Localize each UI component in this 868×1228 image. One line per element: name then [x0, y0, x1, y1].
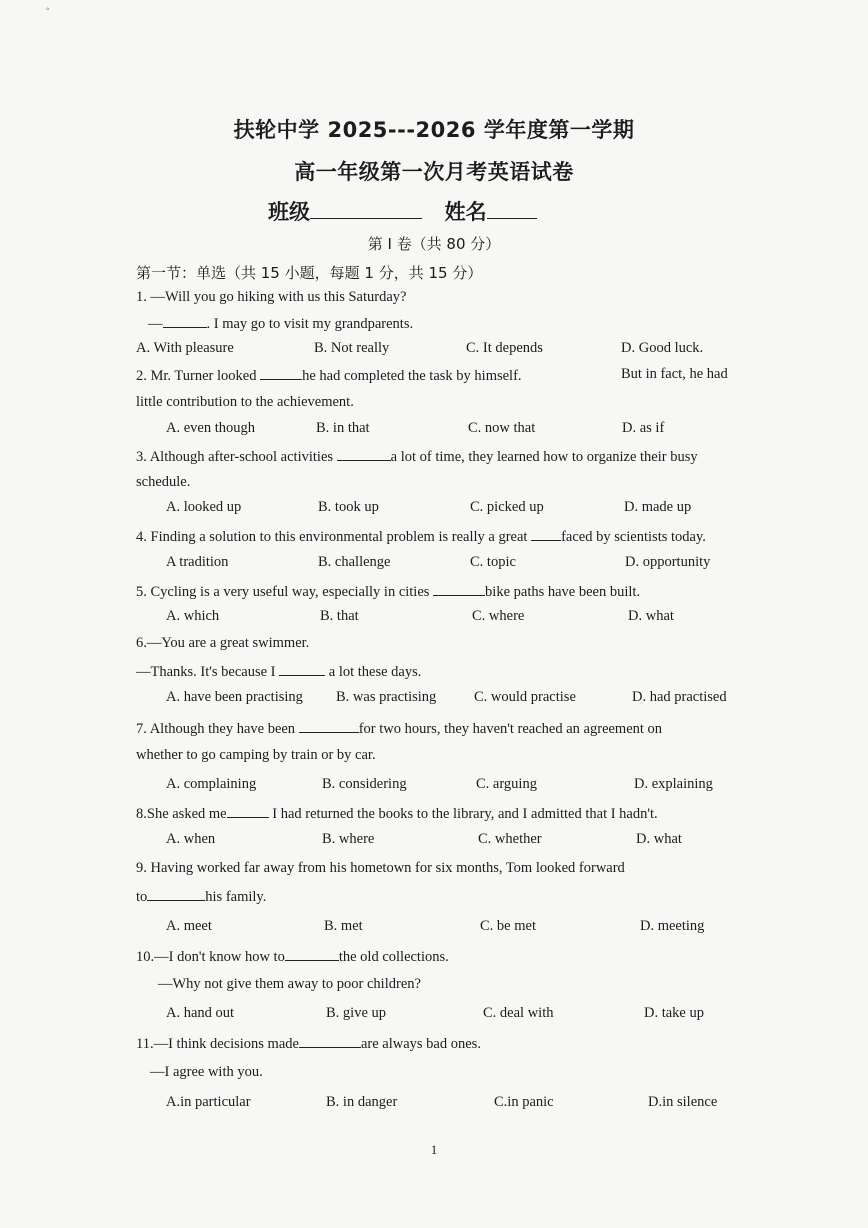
option-11b: B. in danger — [326, 1094, 398, 1110]
answer-blank — [279, 661, 325, 676]
option-10a: A. hand out — [166, 1005, 235, 1021]
class-label: 班级 — [268, 200, 310, 224]
answer-blank — [147, 886, 205, 901]
question-3-stem: 3. Although after-school activities a lot of time, they learned how to organize their busy — [136, 446, 698, 466]
option-8b: B. where — [322, 831, 375, 847]
section-heading: 第一节：单选（共 15 小题，每题 1 分，共 15 分） — [136, 264, 483, 282]
option-1c: C. It depends — [466, 340, 543, 356]
option-10c: C. deal with — [483, 1005, 554, 1021]
answer-blank — [227, 803, 269, 818]
option-9a: A. meet — [166, 918, 212, 934]
option-7d: D. explaining — [634, 776, 713, 792]
name-blank[interactable] — [487, 200, 537, 219]
option-8a: A. when — [166, 831, 216, 847]
answer-blank — [299, 718, 359, 733]
option-2c: C. now that — [468, 420, 536, 436]
name-label: 姓名 — [444, 200, 487, 224]
question-10-stem: 10.—I don't know how to the old collections. — [136, 946, 449, 966]
option-11a: A.in particular — [166, 1094, 251, 1110]
option-8d: D. what — [636, 831, 682, 847]
option-5d: D. what — [628, 608, 674, 624]
answer-blank — [433, 581, 485, 596]
answer-blank — [299, 1033, 361, 1048]
option-4a: A tradition — [166, 554, 229, 570]
answer-blank — [285, 946, 339, 961]
option-5c: C. where — [472, 608, 525, 624]
option-3a: A. looked up — [166, 499, 242, 515]
question-11-stem: 11.—I think decisions made are always bad ones. — [136, 1033, 481, 1053]
question-9-line2: to his family. — [136, 886, 266, 906]
answer-blank — [337, 446, 391, 461]
question-4-stem: 4. Finding a solution to this environmental problem is really a great faced by scientists today. — [136, 526, 706, 546]
part-heading: 第 I 卷（共 80 分） — [367, 235, 501, 253]
option-2a: A. even though — [166, 420, 255, 436]
question-2-stem-cont: But in fact, he had — [621, 366, 728, 382]
option-10b: B. give up — [326, 1005, 387, 1021]
option-7a: A. complaining — [166, 776, 257, 792]
option-2d: D. as if — [622, 420, 665, 436]
question-8-stem: 8.She asked me I had returned the books to the library, and I admitted that I hadn't. — [136, 803, 658, 823]
answer-blank — [260, 365, 302, 380]
question-1-line2: — . I may go to visit my grandparents. — [148, 313, 413, 333]
option-9c: C. be met — [480, 918, 536, 934]
question-1-stem: 1. —Will you go hiking with us this Saturday? — [136, 289, 407, 305]
option-6c: C. would practise — [474, 689, 576, 705]
option-8c: C. whether — [478, 831, 542, 847]
question-2-stem: 2. Mr. Turner looked he had completed the task by himself. — [136, 365, 522, 385]
option-10d: D. take up — [644, 1005, 704, 1021]
option-6b: B. was practising — [336, 689, 437, 705]
option-4c: C. topic — [470, 554, 516, 570]
option-2b: B. in that — [316, 420, 370, 436]
exam-title: 扶轮中学 2025---2026 学年度第一学期 — [233, 118, 635, 142]
question-9-stem: 9. Having worked far away from his hometown for six months, Tom looked forward — [136, 860, 625, 876]
option-9b: B. met — [324, 918, 363, 934]
question-3-line2: schedule. — [136, 474, 191, 490]
option-3b: B. took up — [318, 499, 379, 515]
option-1b: B. Not really — [314, 340, 390, 356]
answer-blank — [163, 313, 207, 328]
option-9d: D. meeting — [640, 918, 705, 934]
answer-blank — [531, 526, 561, 541]
option-1a: A. With pleasure — [136, 340, 234, 356]
option-4d: D. opportunity — [625, 554, 711, 570]
option-1d: D. Good luck. — [621, 340, 704, 356]
option-5a: A. which — [166, 608, 220, 624]
option-3c: C. picked up — [470, 499, 544, 515]
question-6-stem: 6.—You are a great swimmer. — [136, 635, 310, 651]
question-6-line2: —Thanks. It's because I a lot these days. — [136, 661, 421, 681]
question-10-line2: —Why not give them away to poor children? — [158, 976, 421, 992]
option-6a: A. have been practising — [166, 689, 303, 705]
option-5b: B. that — [320, 608, 359, 624]
question-7-stem: 7. Although they have been for two hours, they haven't reached an agreement on — [136, 718, 662, 738]
question-2-line2: little contribution to the achievement. — [136, 394, 354, 410]
option-7c: C. arguing — [476, 776, 537, 792]
question-7-line2: whether to go camping by train or by car. — [136, 747, 376, 763]
option-6d: D. had practised — [632, 689, 727, 705]
page-number: 1 — [430, 1142, 438, 1157]
option-11d: D.in silence — [648, 1094, 718, 1110]
exam-subtitle: 高一年级第一次月考英语试卷 — [294, 160, 574, 184]
option-4b: B. challenge — [318, 554, 391, 570]
student-info-line — [268, 196, 537, 226]
question-5-stem: 5. Cycling is a very useful way, especially in cities bike paths have been built. — [136, 581, 640, 601]
option-11c: C.in panic — [494, 1094, 554, 1110]
question-11-line2: —I agree with you. — [150, 1064, 263, 1080]
option-3d: D. made up — [624, 499, 692, 515]
class-blank[interactable] — [310, 200, 422, 219]
scan-mark: ◦ — [46, 4, 50, 15]
option-7b: B. considering — [322, 776, 407, 792]
